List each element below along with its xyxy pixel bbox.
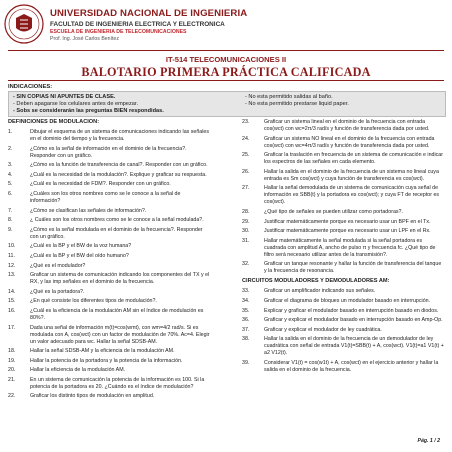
document-title: BALOTARIO PRIMERA PRÁCTICA CALIFICADA [81, 65, 371, 79]
indication-2: - Deben apagarse los celulares antes de empezar. [13, 101, 139, 107]
question-item [242, 152, 444, 166]
question-list-left [8, 129, 210, 400]
question-text: Graficar la traslación en frecuencia de un sistema de comunicación e indicar los espectros de las señales en cada elemento. [264, 152, 444, 166]
question-number: 8. [8, 217, 13, 224]
question-item [242, 288, 444, 295]
question-text: Dada una señal de información m(t)=cos(wmt), con wm=4/2 rad/s. Si es modulada con A, cos(wct) con un factor de modulación de 70%. Ac=4. Elegir un valor adecuado para wc. Hallar la señal SDSB-AM. [30, 324, 210, 345]
question-text: Graficar los distinto tipos de modulación en amplitud. [30, 393, 155, 400]
question-item [242, 238, 444, 259]
question-item [242, 317, 444, 324]
question-item [8, 191, 210, 205]
question-list-right-b [242, 288, 444, 374]
question-item [242, 336, 444, 357]
question-number: 36. [242, 317, 250, 324]
faculty-name: FACULTAD DE INGENIERIA ELECTRICA Y ELECTRONICA [50, 21, 225, 28]
question-text: Justificar matemáticamente porque es necesario usar un LPF en el Rx. [264, 228, 431, 235]
question-item [242, 209, 444, 216]
section-title-modulation: DEFINICIONES DE MODULACION: [8, 119, 100, 125]
question-text: Hallar la señal demodulada de un sistema de comunicación cuya señal de información es SBB(t) y la portadora es cos(wct); y cuya FT de receptor es cos(wct). [264, 185, 440, 206]
indication-2-right: - No esta permitido prestarse liquid paper. [245, 101, 349, 107]
question-item [8, 129, 210, 143]
question-text: ¿Cómo es la señal de información en el dominio de la frecuencia?. Responder con un gráfico. [30, 145, 187, 159]
question-number: 13. [8, 272, 16, 279]
left-column [8, 119, 210, 403]
question-item [8, 393, 210, 400]
question-number: 33. [242, 288, 250, 295]
question-number: 6. [8, 190, 13, 197]
question-item [242, 136, 444, 150]
question-number: 37. [242, 326, 250, 333]
question-text: ¿En qué consiste los diferentes tipos de modulación?. [30, 298, 157, 305]
question-number: 15. [8, 298, 16, 305]
professor-name: Prof. Ing. José Carlos Benítez [50, 36, 119, 42]
question-item [8, 348, 210, 355]
question-text: ¿Cómo se clasifican las señales de información?. [30, 207, 147, 214]
question-item [242, 228, 444, 235]
question-number: 9. [8, 226, 13, 233]
question-item [8, 377, 210, 391]
question-text: Graficar un sistema de comunicación indicando los componentes del TX y el RX, y las imp señales en el dominio de la frecuencia. [30, 272, 210, 286]
question-item [8, 217, 210, 224]
question-text: ¿Qué tipo de señales se pueden utilizar como portadoras?. [264, 208, 403, 215]
question-item [242, 298, 444, 305]
question-number: 29. [242, 218, 250, 225]
question-text: ¿Cómo es la señal modulada en el dominio de la frecuencia?. Responder con un gráfico. [30, 226, 203, 240]
question-item [242, 360, 444, 374]
question-text: ¿Cuál es la BP y el BW de la voz humana? [30, 243, 132, 250]
question-number: 5. [8, 181, 13, 188]
question-number: 30. [242, 228, 250, 235]
question-number: 32. [242, 261, 250, 268]
question-text: Hallar la eficiencia de la modulación AM. [30, 367, 126, 374]
indication-1: - SIN COPIAS NI APUNTES DE CLASE. [13, 94, 116, 100]
question-item [8, 227, 210, 241]
question-item [242, 219, 444, 226]
question-text: Graficar un sistema lineal en el dominio de la frecuencia con entrada cos(wct) con wc=2π/3 rad/s y función de transferencia dada por usted. [264, 119, 430, 132]
question-text: Hallar matemáticamente la señal modulada si la señal portadora es cuadrada con amplitud A, ancho de pulso π y frecuencia fc. ¿Qué tipo de filtro será necesario utilizar antes de la transmisión?. [264, 237, 436, 258]
question-number: 4. [8, 171, 13, 178]
question-number: 17. [8, 324, 16, 331]
question-text: ¿Qué es el modulador? [30, 262, 86, 269]
question-number: 25. [242, 152, 250, 159]
question-item [8, 243, 210, 250]
question-text: Considerar V1(t) = cos(w1t) + A, cos(wct) en el ejercicio anterior y hallar la salida en el dominio de la frecuencia. [264, 359, 439, 373]
question-text: ¿ Cuáles son los otros nombres como se le conoce a la señal modulada?. [30, 217, 204, 224]
question-item [8, 367, 210, 374]
question-item [242, 308, 444, 315]
question-number: 12. [8, 262, 16, 269]
question-number: 19. [8, 357, 16, 364]
question-number: 28. [242, 208, 250, 215]
question-item [8, 289, 210, 296]
question-text: Hallar la señal SDSB-AM y la eficiencia de la modulación AM. [30, 348, 175, 355]
question-item [242, 169, 444, 183]
question-text: Justificar matemáticamente porque es necesario usar un BPF en el Tx. [264, 218, 431, 225]
question-text: ¿Cuáles son los otros nombres como se le conoce a la señal de información? [30, 190, 181, 204]
question-number: 1. [8, 129, 13, 135]
question-item [8, 308, 210, 322]
question-number: 26. [242, 168, 250, 175]
question-text: ¿Qué es la portadora?. [30, 288, 85, 295]
question-text: Graficar y explicar el modulador de ley cuadrática. [264, 326, 382, 333]
question-number: 14. [8, 288, 16, 295]
question-text: En un sistema de comunicación la potencia de la información es 100. Si la potencia de la portadora es 20. ¿Cuándo es el índice de modulación? [30, 376, 205, 390]
question-item [8, 263, 210, 270]
question-item [242, 261, 444, 275]
question-number: 24. [242, 135, 250, 142]
question-text: Hallar la salida en el dominio de la frecuencia de un demodulador de ley cuadrática con señal de entrada V1(t)=SBB(t) + A, cos(wct). V1(t)=a1 V1(t) + a2 V12(t). [264, 336, 444, 357]
question-text: Graficar un sistema NO lineal en el dominio de la frecuencia con entrada cos(wct) con wc=4π/3 rad/s y función de transferencia dada por usted. [264, 135, 435, 149]
question-text: Graficar un amplificador indicando sus señales. [264, 288, 376, 295]
question-number: 31. [242, 237, 250, 244]
question-text: Hallar la potencia de la portadora y la potencia de la información. [30, 357, 183, 364]
indications-box [8, 91, 446, 117]
question-number: 39. [242, 359, 250, 366]
question-text: ¿Cuál es la BP y el BW del oído humano? [30, 252, 129, 259]
question-item [8, 272, 210, 286]
question-number: 22. [8, 393, 16, 400]
question-text: ¿Cuál es la necesidad de la modulación?. Explique y graficar su respuesta. [30, 171, 207, 178]
question-text: ¿Cuál es la necesidad de FDM?. Responder con un gráfico. [30, 181, 171, 188]
question-item [8, 162, 210, 169]
question-text: ¿Cómo es la función de transferencia de canal?. Responder con un gráfico. [30, 162, 208, 169]
header-divider [8, 50, 444, 51]
question-text: Graficar un tanque resonante y hallar la función de transferencia del tanque y la frecuencia de resonancia. [264, 261, 442, 275]
question-item [8, 358, 210, 365]
question-number: 38. [242, 336, 250, 343]
question-item [242, 185, 444, 206]
question-item [8, 298, 210, 305]
question-text: ¿Cuál es la eficiencia de la modulación AM sin el índice de modulación es 80%?. [30, 307, 204, 321]
page-number: Pág. 1 / 2 [417, 438, 440, 444]
indication-3: - Sobs se considerarán las preguntas BIEN respondidas. [13, 108, 164, 114]
right-column [242, 119, 444, 377]
title-divider [8, 80, 444, 81]
question-item [8, 146, 210, 160]
university-name: UNIVERSIDAD NACIONAL DE INGENIERIA [50, 8, 248, 19]
question-number: 35. [242, 307, 250, 314]
question-text: Hallar la salida en el dominio de la frecuencia de un sistema no lineal cuya entrada es Sm cos(wct) y cuya función de transferencia es cos(wct). [264, 168, 439, 182]
question-number: 11. [8, 252, 15, 259]
question-item [8, 253, 210, 260]
section-title-circuits: CIRCUITOS MODULADORES Y DEMODULADORES AM: [242, 278, 390, 285]
question-list-right-a [242, 119, 444, 275]
question-text: Dibujar el esquema de un sistema de comunicaciones indicando las señales en el dominio del tiempo y la frecuencia. [30, 129, 210, 142]
question-item [8, 172, 210, 179]
question-text: Graficar y explicar el modulador basado en interrupción basado en Amp-Op. [264, 317, 443, 324]
page-header [0, 0, 452, 50]
question-text: Graficar el diagrama de bloques un modulador basado en interrupción. [264, 297, 431, 304]
indication-1-right: - No esta permitido salidas al baño. [245, 94, 333, 100]
question-number: 7. [8, 207, 13, 214]
question-item [8, 181, 210, 188]
school-name: ESCUELA DE INGENIERIA DE TELECOMUNICACIONES [50, 29, 187, 35]
course-code: IT-514 TELECOMUNICACIONES II [165, 55, 287, 64]
question-item [242, 327, 444, 334]
question-item [8, 325, 210, 346]
question-number: 10. [8, 243, 16, 250]
question-number: 34. [242, 297, 250, 304]
question-number: 3. [8, 162, 13, 169]
question-item [8, 208, 210, 215]
question-text: Explicar y graficar el modulador basado en interrupción basado en diodos. [264, 307, 439, 314]
question-number: 16. [8, 307, 16, 314]
question-number: 20. [8, 367, 16, 374]
question-number: 21. [8, 376, 16, 383]
question-number: 27. [242, 185, 250, 192]
question-item [242, 119, 444, 133]
indications-label: INDICACIONES: [8, 84, 53, 90]
question-number: 18. [8, 348, 16, 355]
question-number: 2. [8, 145, 13, 152]
university-seal-icon [4, 4, 44, 44]
question-number: 23. [242, 119, 250, 125]
